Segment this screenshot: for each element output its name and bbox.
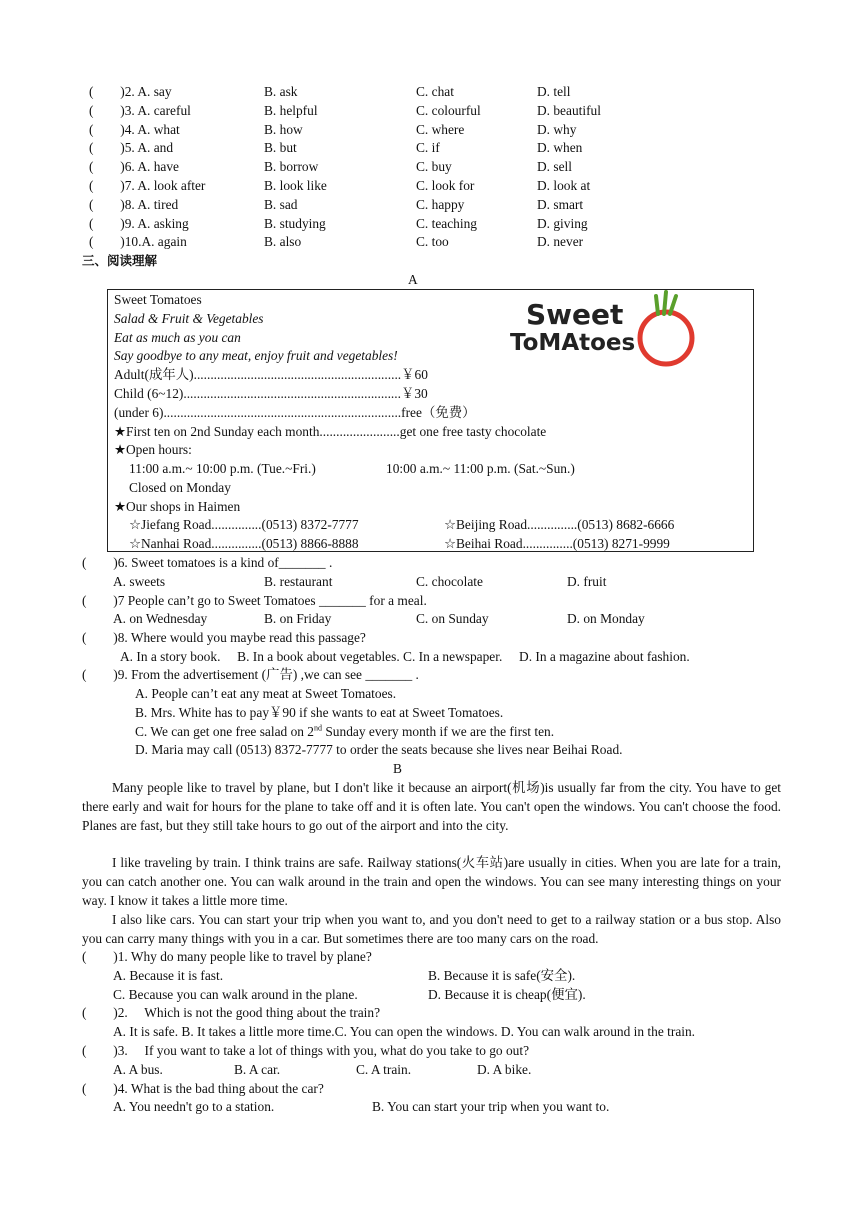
question-b4: ( )4. What is the bad thing about the car? bbox=[82, 1081, 324, 1096]
cloze-option-d: D. when bbox=[537, 140, 583, 156]
ad-offer: ★First ten on 2nd Sunday each month........................get one free tasty chocolate bbox=[114, 424, 547, 439]
cloze-option-a: ( )5. A. and bbox=[89, 140, 174, 156]
question-b2: ( )2. Which is not the good thing about the train? bbox=[82, 1005, 381, 1020]
answer-option: C. chocolate bbox=[416, 574, 483, 589]
cloze-option-b: B. ask bbox=[264, 84, 298, 99]
question-b3: ( )3. If you want to take a lot of things with you, what do you take to go out? bbox=[82, 1043, 530, 1058]
cloze-option-b: B. helpful bbox=[264, 102, 318, 118]
cloze-option-d: D. never bbox=[537, 234, 584, 250]
question-a8: ( )8. Where would you maybe read this passage? bbox=[82, 630, 366, 645]
cloze-option-c: C. chat bbox=[416, 84, 454, 99]
cloze-option-d: D. tell bbox=[537, 84, 571, 99]
cloze-option-a: ( )4. A. what bbox=[89, 121, 180, 137]
ad-hours-weekday: 11:00 a.m.~ 10:00 p.m. (Tue.~Fri.) bbox=[129, 461, 316, 476]
question-b1-option: D. Because it is cheap(便宜). bbox=[428, 987, 586, 1002]
question-a9-option: C. We can get one free salad on 2nd Sunday every month if we are the first ten. bbox=[135, 723, 555, 739]
answer-option: D. fruit bbox=[567, 574, 607, 589]
question-a8-options: A. In a story book. B. In a book about vegetables. C. In a newspaper. D. In a magazine about fashion. bbox=[120, 649, 690, 664]
answer-option: D. on Monday bbox=[567, 611, 645, 626]
ad-price-adult: Adult(成年人)..............................................................￥60 bbox=[114, 367, 428, 382]
ad-price-child: Child (6~12).................................................................￥30 bbox=[114, 386, 428, 401]
cloze-option-d: D. sell bbox=[537, 159, 572, 175]
cloze-option-c: C. buy bbox=[416, 159, 452, 175]
answer-option: D. A bike. bbox=[477, 1062, 532, 1077]
ad-shop: ☆Beijing Road...............(0513) 8682-6666 bbox=[444, 517, 675, 532]
ad-tagline: Salad & Fruit & Vegetables bbox=[114, 311, 264, 326]
cloze-option-a: ( )6. A. have bbox=[89, 159, 179, 175]
cloze-option-d: D. why bbox=[537, 121, 577, 137]
cloze-option-b: B. borrow bbox=[264, 159, 319, 175]
answer-option: C. on Sunday bbox=[416, 611, 489, 626]
passage-paragraph: I also like cars. You can start your trip when you want to, and you don't need to get to a railway station or a bus stop. Also you can carry many things with you in a car. But sometimes there are too many cars on the road. bbox=[82, 912, 781, 946]
cloze-option-b: B. studying bbox=[264, 215, 326, 231]
question-b1-option: B. Because it is safe(安全). bbox=[428, 968, 576, 983]
cloze-option-c: C. teaching bbox=[416, 215, 477, 231]
advertisement-box bbox=[107, 289, 754, 552]
passage-paragraph: I like traveling by train. I think trains are safe. Railway stations(火车站)are usually in cities. When you are late for a train, you can catch another one. You can walk around in the train and open the windows. You can see many interesting things on your way. I know it takes a little more time. bbox=[82, 855, 781, 908]
cloze-option-d: D. beautiful bbox=[537, 102, 601, 118]
cloze-option-b: B. how bbox=[264, 121, 303, 137]
question-b4-option: B. You can start your trip when you want to. bbox=[372, 1099, 610, 1114]
question-a9-option: A. People can’t eat any meat at Sweet Tomatoes. bbox=[135, 686, 397, 701]
question-b1-option: C. Because you can walk around in the plane. bbox=[113, 987, 358, 1002]
question-b1-option: A. Because it is fast. bbox=[113, 968, 224, 983]
cloze-option-a: ( )8. A. tired bbox=[89, 196, 179, 212]
ad-tagline: Say goodbye to any meat, enjoy fruit and vegetables! bbox=[114, 348, 398, 363]
answer-option: B. A car. bbox=[234, 1062, 281, 1077]
question-b2-options: A. It is safe. B. It takes a little more time.C. You can open the windows. D. You can walk around in the train. bbox=[113, 1024, 696, 1039]
ad-shop: ☆Beihai Road...............(0513) 8271-9999 bbox=[444, 536, 670, 551]
part-b-label: B bbox=[393, 761, 402, 776]
question-b1: ( )1. Why do many people like to travel by plane? bbox=[82, 949, 372, 964]
ad-shops-label: ★Our shops in Haimen bbox=[114, 499, 241, 514]
cloze-option-a: ( )7. A. look after bbox=[89, 178, 206, 193]
sweet-tomatoes-logo bbox=[506, 290, 716, 370]
question-a9: ( )9. From the advertisement (广告) ,we can see _______ . bbox=[82, 667, 419, 682]
cloze-option-d: D. look at bbox=[537, 178, 591, 193]
cloze-option-c: C. look for bbox=[416, 178, 475, 193]
cloze-option-d: D. giving bbox=[537, 215, 588, 231]
cloze-option-b: B. but bbox=[264, 140, 297, 156]
cloze-option-a: ( )10.A. again bbox=[89, 234, 187, 250]
ad-closed: Closed on Monday bbox=[129, 480, 231, 495]
logo-text-line1: Sweet bbox=[526, 298, 624, 331]
cloze-option-c: C. colourful bbox=[416, 102, 481, 118]
answer-option: B. on Friday bbox=[264, 611, 332, 626]
part-a-label: A bbox=[408, 272, 418, 287]
passage-paragraph: Many people like to travel by plane, but I don't like it because an airport(机场)is usually far from the city. You have to get there early and wait for hours for the plane to take off and it is often late. You can't open the windows. You can't choose the food. Planes are fast, but they still take hours to go out of the airport and into the city. bbox=[82, 780, 781, 833]
cloze-option-b: B. sad bbox=[264, 196, 298, 212]
ad-open-hours-label: ★Open hours: bbox=[114, 442, 192, 457]
question-b4-option: A. You needn't go to a station. bbox=[113, 1099, 275, 1114]
cloze-option-c: C. happy bbox=[416, 196, 465, 212]
ad-shop: ☆Nanhai Road...............(0513) 8866-8888 bbox=[129, 536, 359, 551]
question-a9-option: D. Maria may call (0513) 8372-7777 to order the seats because she lives near Beihai Road. bbox=[135, 742, 623, 757]
ad-shop: ☆Jiefang Road...............(0513) 8372-7777 bbox=[129, 517, 359, 532]
cloze-option-a: ( )3. A. careful bbox=[89, 102, 191, 118]
cloze-option-a: ( )9. A. asking bbox=[89, 215, 189, 231]
answer-option: A. sweets bbox=[113, 574, 166, 589]
ad-tagline: Eat as much as you can bbox=[114, 330, 241, 345]
tomato-icon bbox=[640, 312, 692, 364]
cloze-option-c: C. if bbox=[416, 140, 440, 156]
section-heading: 三、阅读理解 bbox=[82, 253, 158, 268]
cloze-option-b: B. look like bbox=[264, 178, 327, 193]
ad-hours-weekend: 10:00 a.m.~ 11:00 p.m. (Sat.~Sun.) bbox=[386, 461, 575, 476]
logo-text-line2: ToMAtoes bbox=[510, 330, 636, 356]
cloze-option-b: B. also bbox=[264, 234, 302, 250]
cloze-option-d: D. smart bbox=[537, 196, 584, 212]
cloze-option-c: C. too bbox=[416, 234, 449, 250]
ad-price-under6: (under 6).......................................................................free（免费） bbox=[114, 405, 476, 420]
answer-option: A. on Wednesday bbox=[113, 611, 208, 626]
answer-option: A. A bus. bbox=[113, 1062, 163, 1077]
question-a7: ( )7 People can’t go to Sweet Tomatoes _______ for a meal. bbox=[82, 593, 427, 608]
answer-option: B. restaurant bbox=[264, 574, 333, 589]
cloze-option-c: C. where bbox=[416, 121, 465, 137]
answer-option: C. A train. bbox=[356, 1062, 412, 1077]
cloze-option-a: ( )2. A. say bbox=[89, 84, 172, 99]
ad-title: Sweet Tomatoes bbox=[114, 292, 202, 307]
question-a9-option: B. Mrs. White has to pay￥90 if she wants to eat at Sweet Tomatoes. bbox=[135, 705, 504, 720]
question-a6: ( )6. Sweet tomatoes is a kind of_______ . bbox=[82, 555, 333, 570]
